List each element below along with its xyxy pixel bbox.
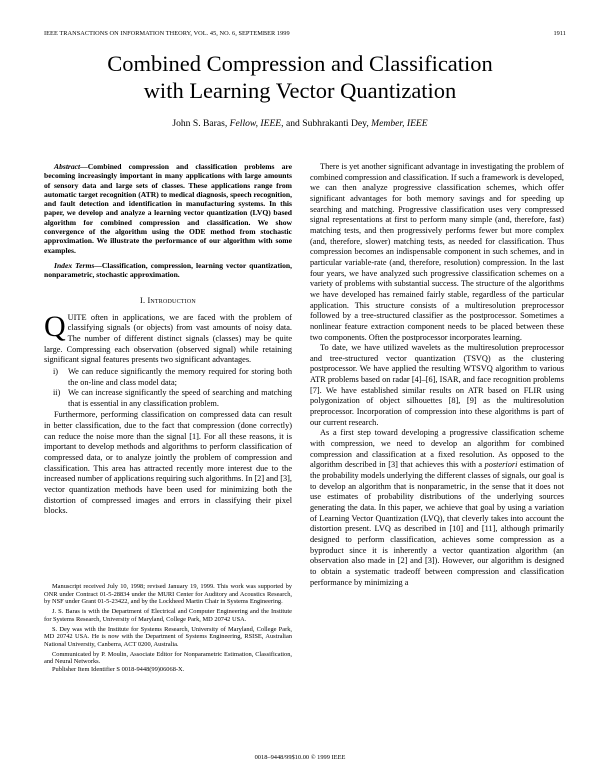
right-paragraph-3-part-a: As a first step toward developing a progressive classification scheme with compression, we need to develop an algorithm for combined compression and classification at a fixed resolution. As opposed to the algorithm described in [3] that achieves this with a: [310, 428, 564, 470]
footnote-communicated: Communicated by P. Moulin, Associate Editor for Nonparametric Estimation, Classification, and Neural Networks.: [44, 650, 292, 666]
title-line-1: Combined Compression and Classification: [107, 51, 493, 76]
abstract-heading: Abstract—: [54, 162, 88, 171]
paper-title: [0, 50, 600, 104]
footnotes: [44, 583, 292, 676]
emphasis-posteriori: posteriori: [484, 460, 518, 470]
copyright-line: 0018–9448/99$10.00 © 1999 IEEE: [254, 754, 346, 761]
abstract-text: Combined compression and classification problems are becoming increasingly important in many applications with large amounts of sensory data and large sets of classes. These applications range from automatic target recognition (ATR) to medical diagnosis, speech recognition, and fault detection and identification in manufacturing systems. In this paper, we develop and analyze a learning vector quantization (LVQ) based algorithm for combined compression and classification. We show convergence of the algorithm using the ODE method from stochastic approximation. We illustrate the performance of our algorithm with some examples.: [44, 162, 292, 255]
author-2-role: Member, IEEE: [371, 118, 428, 129]
list-item: [44, 367, 292, 388]
right-paragraph-3-part-b: estimation of the probability models underlying the different classes of signals, our goal is to develop an algorithm that is nonparametric, in the sense that it does not use estimates of probability distributions of the underlying sources generating the data. In this paper, we achieve that goal by using a variation of Learning Vector Quantization (LVQ), that cleverly takes into account the distortion present. LVQ as described in [10] and [11], although primarily designed to perform classification, achieves some compression as a byproduct since it is inherently a vector quantization algorithm (an observation also made in [2] and [3]). However, our algorithm is designed to obtain a systematic tradeoff between compression and classification performance by minimizing a: [310, 460, 564, 587]
running-head: [44, 30, 566, 37]
author-conjunction: and: [285, 118, 300, 129]
journal-header: IEEE TRANSACTIONS ON INFORMATION THEORY, VOL. 45, NO. 6, SEPTEMBER 1999: [44, 30, 290, 37]
abstract: [44, 162, 292, 255]
footnote-publisher-id: Publisher Item Identifier S 0018-9448(99)06068-X.: [52, 665, 185, 673]
list-item-text: We can increase significantly the speed of searching and matching that is essential in any classification problem.: [68, 388, 292, 408]
advantages-list: [44, 367, 292, 410]
intro-paragraph-1-text: UITE often in applications, we are faced with the problem of classifying signals (or objects) from vast amounts of noisy data. The number of different distinct signals (classes) may be quite large. Compressing each observation (observed signal) while retaining significant signal features presents two significant advantages.: [44, 312, 292, 365]
title-line-2: with Learning Vector Quantization: [143, 78, 457, 103]
list-item-text: We can reduce significantly the memory required for storing both the on-line and class model data;: [68, 366, 292, 387]
right-paragraph-3: [310, 428, 564, 588]
list-marker: i): [53, 366, 59, 376]
section-heading-introduction: I. Introduction: [140, 295, 196, 305]
page-number: 1911: [553, 30, 566, 37]
footnote-manuscript: Manuscript received July 10, 1998; revised January 19, 1999. This work was supported by ONR under Contract 01-5-28834 under the MURI Center for Auditory and Acoustics Research, by NSF under Grant 01-5-23422, and by the Lockheed Martin Chair in Systems Engineering.: [44, 583, 292, 606]
author-line: [0, 118, 600, 129]
right-column: [310, 162, 564, 588]
list-item: [44, 388, 292, 409]
footnote-author-2: S. Dey was with the Institute for Systems Research, University of Maryland, College Park, MD 20742 USA. He is now with the Department of Systems Engineering, RSISE, Australian National University, Canberra, ACT 0200, Australia.: [44, 625, 292, 648]
left-column: [44, 162, 292, 517]
footnote-author-1: J. S. Baras is with the Department of Electrical and Computer Engineering and the Institute for Systems Research, University of Maryland, College Park, MD 20742 USA.: [44, 608, 292, 623]
right-paragraph-1: There is yet another significant advantage in investigating the problem of combined compression and classification. If such a framework is developed, we can then analyze progressive classification schemes, which offer significant advantages for both memory savings and for speeding up searching and matching. Progressive classification uses very compressed signal representations at first to perform many simple (and, therefore, fast) matching tests, and then progressively performs fewer but more complex (and, therefore, slower) matching tests, as needed for classification. Thus compression becomes an indispensable component in such schemes, and in particular variable-rate (and, therefore, resolution) compression. In the last four years, we have analyzed such progressive classification schemes on a variety of problems with substantial success. The structure of the algorithms we have developed has remained fairly stable, regardless of the particular application. This structure consists of a multiresolution preprocessor followed by a tree-structured classifier as the postprocessor. Sometimes a nonlinear feature extraction component needs to be placed between these two components. Often the postprocessor incorporates learning.: [310, 162, 564, 342]
index-terms: [44, 261, 292, 280]
list-marker: ii): [53, 388, 61, 398]
author-1-name: John S. Baras,: [172, 118, 228, 129]
drop-cap: Q: [44, 309, 66, 343]
intro-paragraph-2: Furthermore, performing classification on compressed data can result in better classification, due to the fact that compression (done correctly) can reduce the noise more than the signal [1]. For all these reasons, it is important to develop methods and algorithms to perform classification of compressed data, or to analyze jointly the problem of compression and classification. This area has attracted recently more interest due to the increased number of applications requiring such algorithms. In [2] and [3], vector quantization methods have been used for minimizing both the distortion of compressed images and errors in classifying their pixel blocks.: [44, 410, 292, 516]
intro-paragraph-1: [44, 309, 292, 366]
index-terms-text: Classification, compression, learning vector quantization, nonparametric, stochastic approximation.: [44, 260, 292, 280]
index-terms-heading: Index Terms—: [54, 260, 102, 270]
right-paragraph-2: To date, we have utilized wavelets as the multiresolution preprocessor and tree-structured vector quantization (TSVQ) as the clustering postprocessor. We have applied the resulting WTSVQ algorithm to various ATR problems based on radar [4]–[6], ISAR, and face recognition problems [7]. We have established similar results on ATR based on FLIR using polygonization of object silhouettes [8], [9] as the multiresolution preprocessor. Incorporation of compression into these algorithms is part of our current research.: [310, 343, 564, 427]
author-2-name: Subhrakanti Dey,: [302, 118, 369, 129]
author-1-role: Fellow, IEEE,: [229, 118, 284, 129]
